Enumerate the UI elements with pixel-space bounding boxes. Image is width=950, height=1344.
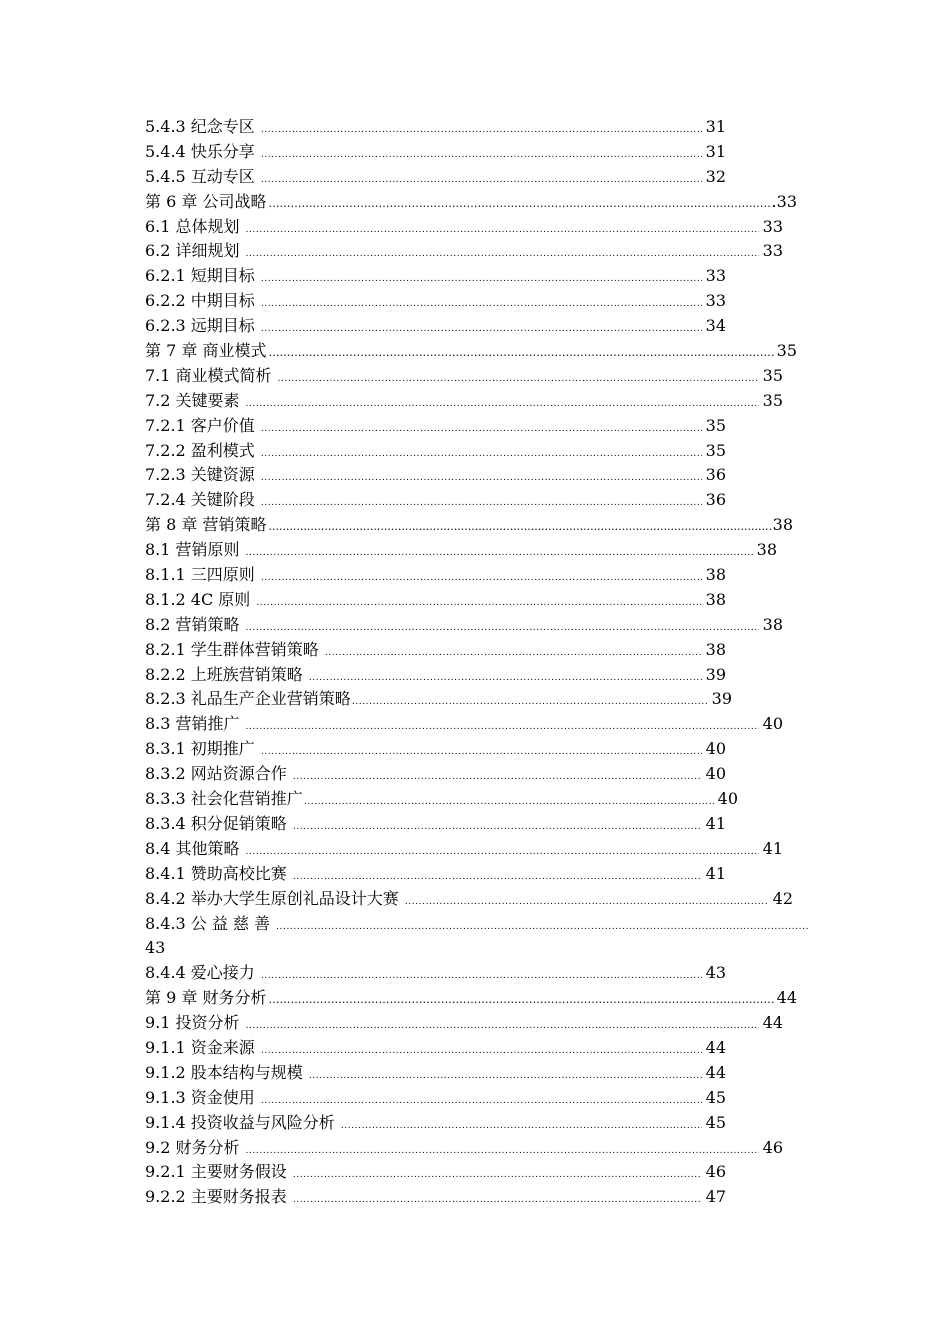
toc-entry-page: 38 — [772, 515, 793, 535]
toc-entry-page: 33 — [705, 291, 726, 311]
toc-leader-dots — [256, 591, 701, 616]
toc-leader-dots — [261, 317, 702, 342]
toc-entry-page: 47 — [705, 1187, 726, 1207]
toc-entry-title: 5.4.4 快乐分享 — [145, 141, 255, 161]
toc-entry — [145, 115, 726, 140]
toc-entry-title: 9.1.1 资金来源 — [145, 1037, 255, 1057]
toc-leader-dots — [246, 840, 759, 865]
toc-chapter-entry — [145, 339, 797, 364]
toc-leader-dots — [309, 1064, 702, 1089]
toc-entry-page: 38 — [762, 614, 783, 634]
toc-entry — [145, 215, 783, 240]
toc-entry-page: 35 — [776, 341, 797, 361]
toc-leader-dots — [246, 1139, 759, 1164]
toc-entry — [145, 1011, 783, 1036]
toc-entry-page: 40 — [717, 789, 738, 809]
toc-leader-dots — [261, 491, 702, 516]
toc-leader-dots — [293, 765, 702, 790]
toc-leader-dots — [246, 715, 759, 740]
toc-leader-dots — [293, 815, 702, 840]
toc-entry-title: 5.4.5 互动专区 — [145, 166, 255, 186]
toc-entry-title: 8.2.2 上班族营销策略 — [145, 664, 303, 684]
toc-entry-title: 8.4.2 举办大学生原创礼品设计大赛 — [145, 888, 399, 908]
toc-entry-title: 8.2 营销策略 — [145, 614, 240, 634]
toc-entry-title: 8.3.1 初期推广 — [145, 739, 255, 759]
toc-entry-page: 39 — [711, 689, 732, 709]
toc-entry-page: 31 — [705, 117, 726, 136]
toc-leader-dots — [261, 267, 702, 292]
toc-leader-dots — [246, 616, 759, 641]
toc-entry — [145, 638, 726, 663]
toc-entry — [145, 762, 726, 787]
toc-entry-page: 42 — [772, 888, 793, 908]
toc-entry-title: 9.1.3 资金使用 — [145, 1087, 255, 1107]
toc-entry — [145, 1160, 726, 1185]
toc-leader-dots — [268, 988, 774, 1013]
toc-entry-page: 43 — [705, 963, 726, 983]
toc-entry-page: 38 — [705, 565, 726, 585]
toc-leader-dots — [309, 666, 702, 691]
toc-entry-title: 8.3.4 积分促销策略 — [145, 813, 287, 833]
toc-entry — [145, 414, 726, 439]
toc-entry — [145, 389, 783, 414]
toc-entry-page: 34 — [705, 316, 726, 336]
toc-entry-page: 38 — [705, 639, 726, 659]
toc-entry — [145, 687, 732, 712]
toc-entry — [145, 289, 726, 314]
toc-leader-dots — [246, 541, 753, 566]
toc-entry — [145, 812, 726, 837]
toc-entry — [145, 1086, 726, 1111]
toc-entry — [145, 912, 809, 937]
toc-entry-title: 9.2.2 主要财务报表 — [145, 1187, 287, 1207]
toc-entry-title: 8.4.1 赞助高校比赛 — [145, 863, 287, 883]
toc-entry-title: 6.2.2 中期目标 — [145, 291, 255, 311]
toc-entry-page: 44 — [776, 988, 797, 1008]
toc-entry-page: 45 — [705, 1087, 726, 1107]
toc-entry-title: 7.2.4 关键阶段 — [145, 490, 255, 510]
toc-entry-title: 第 8 章 营销策略 — [145, 515, 267, 535]
toc-entry-page: 44 — [705, 1037, 726, 1057]
table-of-contents — [145, 115, 815, 1210]
toc-entry — [145, 463, 726, 488]
toc-entry-page: 38 — [705, 589, 726, 609]
toc-entry — [145, 1111, 726, 1136]
toc-entry-title: 8.2.1 学生群体营销策略 — [145, 639, 319, 659]
toc-entry-page: 32 — [705, 166, 726, 186]
toc-leader-dots — [246, 392, 759, 417]
toc-leader-dots — [268, 341, 774, 366]
toc-entry-title: 8.1.1 三四原则 — [145, 565, 255, 585]
toc-entry-page: 41 — [705, 813, 726, 833]
toc-leader-dots — [246, 1014, 759, 1039]
toc-leader-dots — [261, 118, 702, 143]
toc-leader-dots — [268, 192, 769, 217]
toc-leader-dots — [293, 1163, 702, 1188]
toc-entry-title: 9.2.1 主要财务假设 — [145, 1162, 287, 1182]
toc-entry-title: 9.2 财务分析 — [145, 1137, 240, 1157]
toc-entry-title: 8.4.4 爱心接力 — [145, 963, 255, 983]
toc-entry-page: 41 — [705, 863, 726, 883]
toc-entry — [145, 837, 783, 862]
toc-leader-dots — [261, 168, 702, 193]
toc-entry-page: 40 — [705, 739, 726, 759]
toc-entry-page: 31 — [705, 141, 726, 161]
toc-leader-dots — [261, 964, 702, 989]
toc-entry-title: 8.4 其他策略 — [145, 838, 240, 858]
toc-leader-dots — [276, 915, 809, 940]
toc-leader-dots — [405, 890, 769, 915]
toc-entry-title: 7.1 商业模式简析 — [145, 365, 272, 385]
toc-entry — [145, 588, 726, 613]
toc-entry-title: 8.1 营销原则 — [145, 540, 240, 560]
toc-entry-title: 8.3.3 社会化营销推广 — [145, 789, 303, 809]
toc-leader-dots — [278, 367, 759, 392]
toc-leader-dots — [293, 1188, 702, 1213]
toc-entry — [145, 613, 783, 638]
toc-entry-title: 8.2.3 礼品生产企业营销策略 — [145, 689, 351, 709]
toc-entry-title: 8.1.2 4C 原则 — [145, 589, 251, 609]
toc-entry-title: 9.1.4 投资收益与风险分析 — [145, 1112, 335, 1132]
toc-entry-page: 45 — [705, 1112, 726, 1132]
toc-entry-title: 7.2.3 关键资源 — [145, 465, 255, 485]
toc-entry-page: 35 — [762, 390, 783, 410]
toc-entry-page: 35 — [705, 440, 726, 460]
toc-leader-dots — [261, 566, 702, 591]
toc-entry — [145, 239, 783, 264]
toc-entry-title: 5.4.3 纪念专区 — [145, 117, 255, 136]
toc-leader-dots — [352, 690, 708, 715]
toc-chapter-entry — [145, 513, 793, 538]
toc-entry — [145, 439, 726, 464]
toc-entry-title: 6.2.3 远期目标 — [145, 316, 255, 336]
toc-entry-page: 40 — [762, 714, 783, 734]
toc-entry — [145, 1136, 783, 1161]
toc-entry-title: 9.1.2 股本结构与规模 — [145, 1062, 303, 1082]
toc-entry-title: 6.2 详细规划 — [145, 241, 240, 261]
toc-entry — [145, 314, 726, 339]
toc-entry-page: .33 — [771, 191, 797, 211]
toc-entry-page-wrapped: 43 — [145, 938, 166, 958]
toc-entry-title: 6.2.1 短期目标 — [145, 266, 255, 286]
toc-entry-title: 7.2.2 盈利模式 — [145, 440, 255, 460]
toc-leader-dots — [261, 466, 702, 491]
toc-leader-dots — [304, 790, 714, 815]
toc-entry — [145, 712, 783, 737]
toc-entry-title: 第 7 章 商业模式 — [145, 341, 267, 361]
toc-entry — [145, 1036, 726, 1061]
toc-entry — [145, 961, 726, 986]
toc-leader-dots — [246, 242, 759, 267]
toc-entry — [145, 264, 726, 289]
toc-leader-dots — [261, 417, 702, 442]
toc-entry — [145, 862, 726, 887]
toc-entry-page: 33 — [705, 266, 726, 286]
toc-entry-page: 46 — [762, 1137, 783, 1157]
toc-entry-page: 36 — [705, 465, 726, 485]
toc-leader-dots — [325, 641, 702, 666]
toc-entry-page: 36 — [705, 490, 726, 510]
toc-entry-title: 7.2 关键要素 — [145, 390, 240, 410]
toc-entry-page: 33 — [762, 216, 783, 236]
toc-chapter-entry — [145, 986, 797, 1011]
toc-leader-dots — [268, 515, 770, 540]
toc-entry — [145, 538, 777, 563]
toc-entry — [145, 165, 726, 190]
toc-entry-page: 41 — [762, 838, 783, 858]
toc-entry-page: 35 — [762, 365, 783, 385]
toc-entry-page: 44 — [705, 1062, 726, 1082]
toc-entry-page: 44 — [762, 1013, 783, 1033]
toc-leader-dots — [341, 1114, 702, 1139]
toc-entry-title: 第 9 章 财务分析 — [145, 988, 267, 1008]
toc-leader-dots — [261, 292, 702, 317]
toc-entry — [145, 1185, 726, 1210]
toc-leader-dots — [246, 218, 759, 243]
toc-entry-title: 8.3 营销推广 — [145, 714, 240, 734]
toc-entry-page: 39 — [705, 664, 726, 684]
toc-entry-title: 8.3.2 网站资源合作 — [145, 764, 287, 784]
toc-leader-dots — [261, 442, 702, 467]
toc-entry — [145, 787, 738, 812]
toc-entry-title: 第 6 章 公司战略 — [145, 191, 267, 211]
toc-entry-page: 38 — [756, 540, 777, 560]
toc-entry — [145, 563, 726, 588]
toc-entry — [145, 364, 783, 389]
toc-entry-title: 9.1 投资分析 — [145, 1013, 240, 1033]
toc-entry — [145, 663, 726, 688]
toc-entry-page: 35 — [705, 415, 726, 435]
toc-entry-page: 40 — [705, 764, 726, 784]
toc-chapter-entry — [145, 190, 797, 215]
toc-entry-title: 6.1 总体规划 — [145, 216, 240, 236]
toc-entry-page: 33 — [762, 241, 783, 261]
toc-entry — [145, 488, 726, 513]
toc-entry-title: 8.4.3 公 益 慈 善 — [145, 913, 271, 933]
toc-leader-dots — [261, 740, 702, 765]
toc-entry — [145, 140, 726, 165]
toc-entry-page: 46 — [705, 1162, 726, 1182]
toc-leader-dots — [261, 1039, 702, 1064]
toc-entry-title: 7.2.1 客户价值 — [145, 415, 255, 435]
toc-entry — [145, 887, 793, 912]
toc-entry — [145, 737, 726, 762]
toc-leader-dots — [261, 143, 702, 168]
toc-entry — [145, 1061, 726, 1086]
